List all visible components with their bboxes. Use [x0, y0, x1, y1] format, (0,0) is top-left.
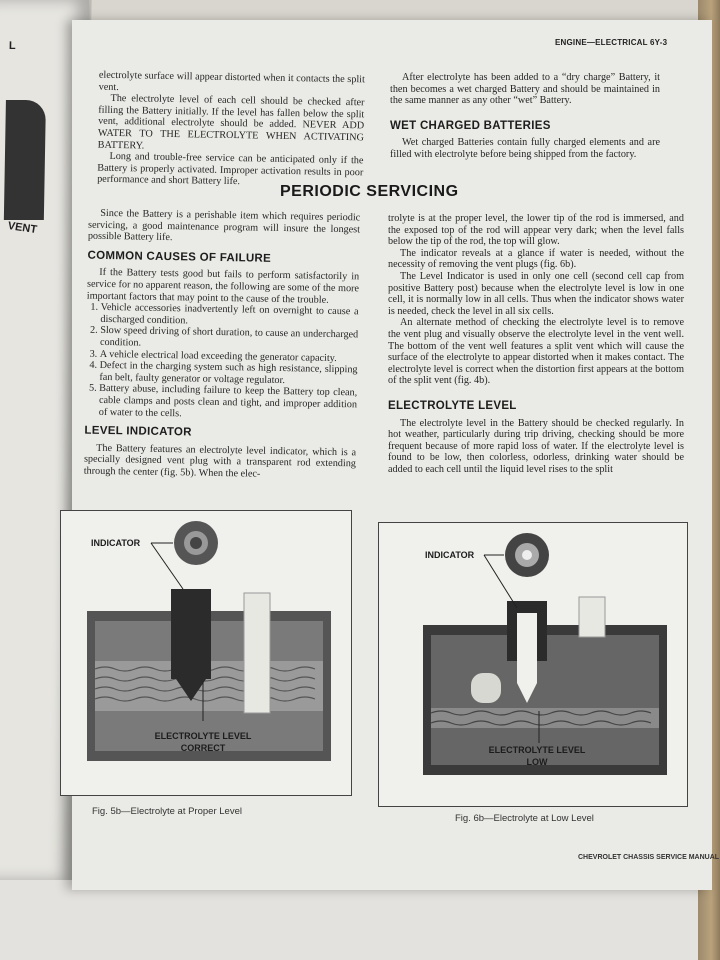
list-item: 4. Defect in the charging system such as high resistance, slipping fan belt, faulty generator or voltage regulator. — [99, 360, 357, 388]
top-right-text — [390, 72, 660, 161]
top-left-text — [97, 70, 365, 191]
page-footer: CHEVROLET CHASSIS SERVICE MANUAL — [578, 854, 720, 861]
paragraph: electrolyte surface will appear distorted when it contacts the split vent. — [98, 69, 365, 93]
heading-level-indicator: LEVEL INDICATOR — [84, 424, 192, 439]
figure-5b — [60, 510, 352, 796]
paragraph: The electrolyte level of each cell should be checked after filling the Battery initially. If the level has fallen below the split vent, additional electrolyte should be added. NEVER ADD WATER TO THE ELECTROLYTE WHEN ACTIVATING BATTERY. — [97, 93, 365, 152]
battery-diagram-proper-level — [61, 511, 351, 795]
left-page-fragment: L — [8, 40, 16, 52]
page-header: ENGINE—ELECTRICAL 6Y-3 — [555, 38, 668, 47]
background-surface — [0, 880, 720, 960]
battery-diagram-low-level — [379, 523, 687, 806]
paragraph: An alternate method of checking the electrolyte level is to remove the vent plug and visually observe the electrolyte level in the vent well. The bottom of the vent well features a split vent which will cause the surface of the electrolyte to appear distorted when it makes contact. The electrolyte level is correct when the distortion first appears at the bottom of the split vent (fig. 4b). — [388, 317, 684, 387]
figure-6b — [378, 522, 688, 807]
left-page-vent-label: VENT — [6, 220, 38, 236]
paragraph: Wet charged Batteries contain fully charged elements and are filled with electrolyte before being shipped from the factory. — [390, 137, 660, 160]
paragraph: The Battery features an electrolyte level indicator, which is a specially designed vent plug with a transparent rod extending through the center (fig. 5b). When the elec- — [83, 442, 357, 480]
level-label-line2: CORRECT — [180, 743, 226, 753]
figure-6b-caption: Fig. 6b—Electrolyte at Low Level — [455, 813, 594, 824]
indicator-label: INDICATOR — [91, 538, 141, 548]
list-item: 3. A vehicle electrical load exceeding the generator capacity. — [100, 348, 358, 364]
level-label-line1: ELECTROLYTE LEVEL — [154, 731, 252, 741]
heading-wet-charged: WET CHARGED BATTERIES — [390, 119, 551, 132]
left-column — [84, 208, 361, 482]
level-label-line2: LOW — [526, 757, 548, 767]
paragraph: Since the Battery is a perishable item which requires periodic servicing, a good maintenance program will insure the longest possible Battery life. — [87, 207, 361, 244]
left-page-figure — [4, 100, 46, 220]
paragraph: The Level Indicator is used in only one cell (second cell cap from positive Battery post) because when the electrolyte level is low in one cell, it is normally low in all cells. Thus when the indicator shows water is needed, check the level in all six cells. — [388, 270, 684, 317]
heading-common-causes: COMMON CAUSES OF FAILURE — [87, 249, 272, 265]
indicator-label: INDICATOR — [425, 550, 475, 560]
list-item: 2. Slow speed driving of short duration, to cause an undercharged condition. — [100, 325, 358, 353]
paragraph: trolyte is at the proper level, the lower tip of the rod is immersed, and the exposed top of the rod will appear very dark; when the level falls below the tip of the rod, the top will glow. — [388, 213, 684, 248]
paragraph: If the Battery tests good but fails to perform satisfactorily in service for no apparent reason, the following are some of the more important factors that may point to the cause of the trouble. — [86, 267, 360, 306]
paragraph: After electrolyte has been added to a “dry charge” Battery, it then becomes a wet charged Battery and should be maintained in the same manner as any other “wet” Battery. — [390, 72, 660, 107]
level-label-line1: ELECTROLYTE LEVEL — [488, 745, 586, 755]
paragraph: The indicator reveals at a glance if water is needed, without the necessity of removing the vent plugs (fig. 6b). — [388, 247, 684, 271]
list-item: 1. Vehicle accessories inadvertently left on overnight to cause a discharged condition. — [100, 302, 358, 330]
paragraph: The electrolyte level in the Battery should be checked regularly. In hot weather, particularly during trip driving, checking should be more frequent because of more rapid loss of water. If the electrolyte level is found to be low, then colorless, odorless, drinking water should be added to each cell until the liquid level rises to the split — [388, 417, 684, 475]
figure-5b-caption: Fig. 5b—Electrolyte at Proper Level — [92, 806, 242, 817]
paragraph: Long and trouble-free service can be anticipated only if the Battery is properly activated. Improper activation results in poor performance and short Battery life. — [97, 151, 364, 188]
causes-list — [85, 302, 359, 423]
heading-electrolyte-level: ELECTROLYTE LEVEL — [388, 399, 517, 412]
list-item: 5. Battery abuse, including failure to keep the Battery top clean, cable clamps and posts clean and tight, and improper addition of water to the cells. — [99, 383, 358, 422]
section-title: PERIODIC SERVICING — [280, 183, 459, 200]
right-column — [388, 213, 684, 475]
